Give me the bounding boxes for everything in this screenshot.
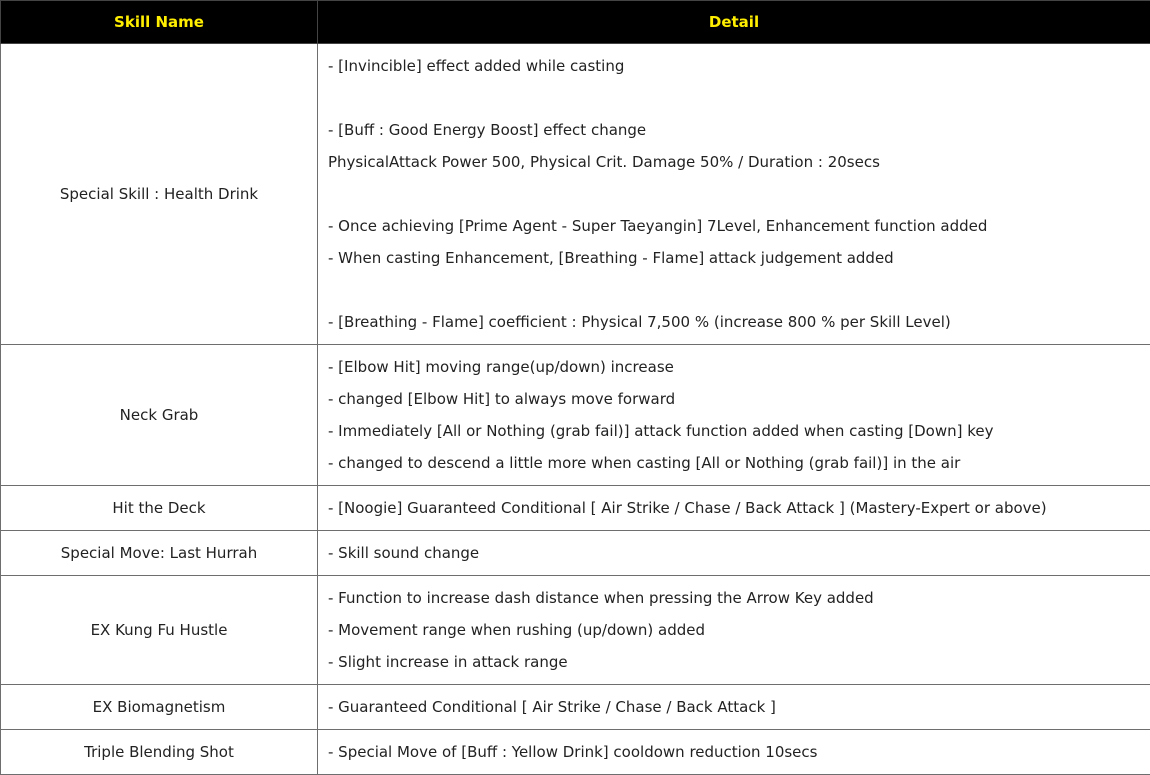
skill-detail-cell — [318, 685, 1150, 730]
blank-line — [328, 82, 1140, 114]
detail-line: - Immediately [All or Nothing (grab fail)] attack function added when casting [Down] key — [328, 415, 1140, 447]
skill-detail-cell — [318, 44, 1150, 345]
table-row — [1, 486, 1150, 531]
detail-header: Detail — [318, 1, 1150, 44]
detail-line: - [Invincible] effect added while casting — [328, 50, 1140, 82]
table-row — [1, 685, 1150, 730]
detail-line: - changed to descend a little more when casting [All or Nothing (grab fail)] in the air — [328, 447, 1140, 479]
detail-line: - [Noogie] Guaranteed Conditional [ Air Strike / Chase / Back Attack ] (Mastery-Expert or above) — [328, 492, 1140, 524]
detail-line: PhysicalAttack Power 500, Physical Crit. Damage 50% / Duration : 20secs — [328, 146, 1140, 178]
table-header-row — [1, 1, 1150, 44]
detail-line: - Slight increase in attack range — [328, 646, 1140, 678]
detail-line: - changed [Elbow Hit] to always move forward — [328, 383, 1140, 415]
skill-detail-cell — [318, 486, 1150, 531]
detail-line: - When casting Enhancement, [Breathing - Flame] attack judgement added — [328, 242, 1140, 274]
skill-name-header: Skill Name — [1, 1, 318, 44]
detail-line: - Guaranteed Conditional [ Air Strike / Chase / Back Attack ] — [328, 691, 1140, 723]
skill-name-cell: Neck Grab — [1, 345, 318, 486]
table-row — [1, 730, 1150, 775]
blank-line — [328, 274, 1140, 306]
table-row — [1, 44, 1150, 345]
skill-name-cell: Triple Blending Shot — [1, 730, 318, 775]
skill-name-cell: Special Skill : Health Drink — [1, 44, 318, 345]
detail-line: - [Breathing - Flame] coefficient : Physical 7,500 % (increase 800 % per Skill Level) — [328, 306, 1140, 338]
table-row — [1, 345, 1150, 486]
table-body — [1, 44, 1150, 775]
detail-line: - Function to increase dash distance when pressing the Arrow Key added — [328, 582, 1140, 614]
detail-line: - Skill sound change — [328, 537, 1140, 569]
skill-name-cell: EX Kung Fu Hustle — [1, 576, 318, 685]
detail-line: - Special Move of [Buff : Yellow Drink] cooldown reduction 10secs — [328, 736, 1140, 768]
blank-line — [328, 178, 1140, 210]
detail-line: - [Elbow Hit] moving range(up/down) increase — [328, 351, 1140, 383]
skill-detail-cell — [318, 576, 1150, 685]
skill-name-cell: Hit the Deck — [1, 486, 318, 531]
skill-detail-cell — [318, 730, 1150, 775]
skill-detail-cell — [318, 531, 1150, 576]
skill-detail-cell — [318, 345, 1150, 486]
detail-line: - [Buff : Good Energy Boost] effect change — [328, 114, 1140, 146]
skill-name-cell: EX Biomagnetism — [1, 685, 318, 730]
table-row — [1, 576, 1150, 685]
detail-line: - Once achieving [Prime Agent - Super Taeyangin] 7Level, Enhancement function added — [328, 210, 1140, 242]
skill-name-cell: Special Move: Last Hurrah — [1, 531, 318, 576]
detail-line: - Movement range when rushing (up/down) added — [328, 614, 1140, 646]
table-row — [1, 531, 1150, 576]
